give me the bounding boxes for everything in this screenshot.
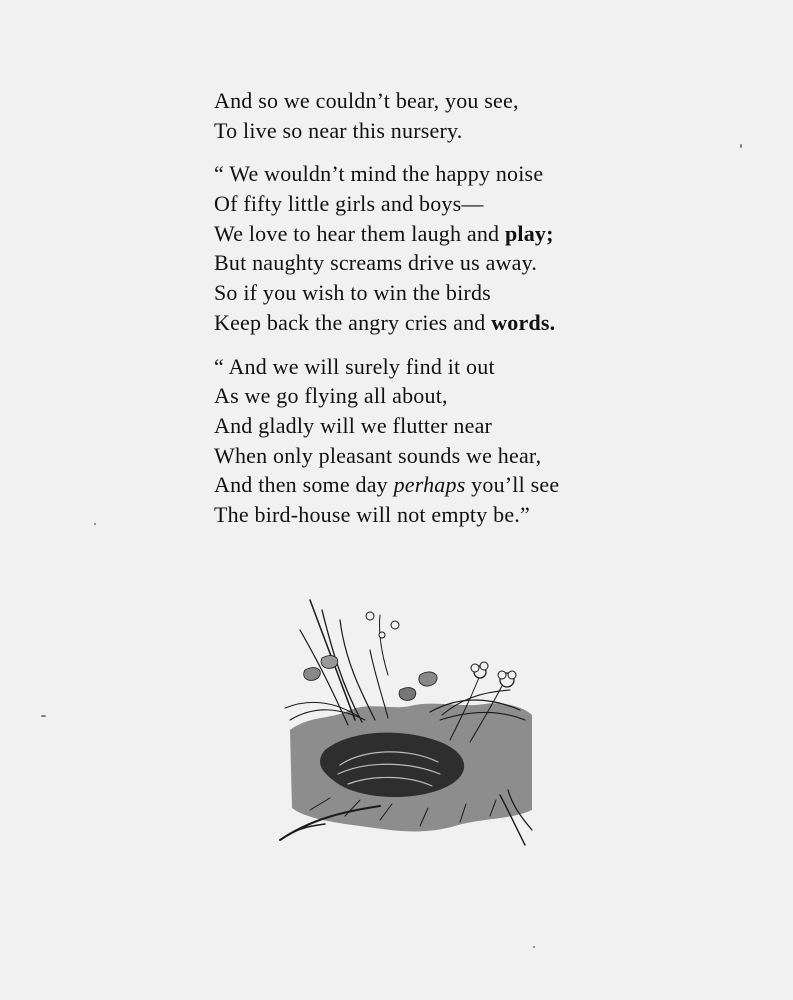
paper-speck — [533, 946, 535, 948]
paper-speck — [94, 523, 96, 525]
stanza-1 — [214, 86, 634, 145]
italic-word: perhaps — [393, 472, 466, 498]
poem-text — [214, 86, 634, 544]
line-text: And then some day — [214, 472, 394, 498]
poem-line: The bird-house will not empty be.” — [214, 501, 530, 527]
poem-line: To live so near this nursery. — [214, 117, 463, 143]
line-text: We love to hear them laugh and — [214, 220, 505, 246]
poem-line: But naughty screams drive us away. — [214, 250, 538, 276]
grass-and-nest-engraving — [280, 600, 532, 845]
poem-line: “ We wouldn’t mind the happy noise — [214, 161, 544, 187]
bold-word: words. — [491, 309, 556, 335]
line-text: you’ll see — [465, 472, 560, 498]
stanza-3 — [214, 352, 634, 530]
line-text: Keep back the angry cries and — [214, 309, 492, 335]
poem-line: As we go flying all about, — [214, 383, 448, 409]
stanza-2 — [214, 159, 634, 337]
poem-line-with-bold-end — [214, 219, 634, 249]
paper-speck — [41, 715, 46, 717]
poem-line: And so we couldn’t bear, you see, — [214, 88, 519, 113]
nest-illustration — [270, 580, 550, 860]
poem-line: And gladly will we flutter near — [214, 412, 493, 438]
poem-line: When only pleasant sounds we hear, — [214, 442, 542, 468]
bold-word: play; — [504, 220, 554, 246]
poem-line: So if you wish to win the birds — [214, 280, 491, 306]
poem-line-with-bold-end — [214, 308, 634, 338]
paper-speck — [740, 144, 742, 148]
poem-line-with-italic-word — [214, 470, 634, 500]
poem-line: “ And we will surely find it out — [214, 353, 495, 379]
poem-line: Of fifty little girls and boys— — [214, 191, 484, 217]
